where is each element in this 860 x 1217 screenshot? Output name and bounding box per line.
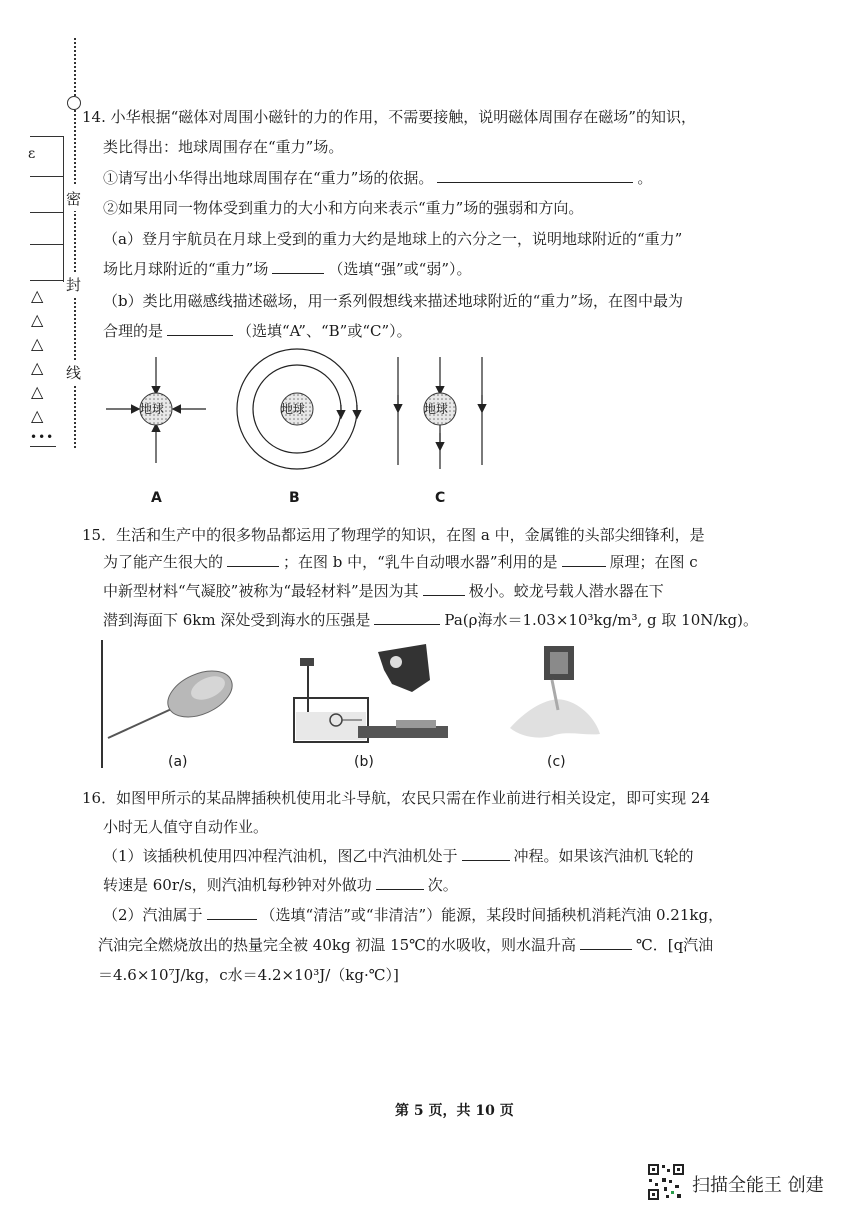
q16-line7: ＝4.6×10⁷J/kg，c水＝4.2×10³J/（kg·℃）] [98, 966, 399, 984]
q15-line3 [103, 580, 664, 602]
q15-prompt-4: 中新型材料“气凝胶”被称为“最轻材料”是因为其 [103, 582, 419, 600]
q15-prompt-5: 极小。蛟龙号载人潜水器在下 [468, 582, 664, 600]
margin-box-line [30, 212, 64, 213]
qr-code-icon [647, 1163, 685, 1201]
q14-line3 [103, 167, 652, 189]
figure-label-a: A [151, 490, 162, 506]
margin-stub: ɛ [28, 146, 36, 162]
answer-blank[interactable] [272, 259, 324, 274]
q14-line8 [103, 320, 412, 342]
answer-blank[interactable] [562, 552, 606, 567]
earth-label-b: 地球 [281, 402, 306, 416]
triangle-mark: △ [31, 310, 44, 329]
margin-box-line [30, 244, 64, 245]
q14-hint-b: （选填“A”、“B”或“C”）。 [237, 322, 412, 340]
awl-picture [102, 640, 239, 768]
earth-label-a: 地球 [140, 402, 165, 416]
earth-label-c: 地球 [424, 402, 449, 416]
q15-line4 [103, 609, 758, 631]
figure-label-c: C [435, 490, 446, 506]
q16-prompt-8: ℃．[q汽油 [635, 936, 714, 954]
q16-prompt-1: （1）该插秧机使用四冲程汽油机，图乙中汽油机处于 [103, 847, 458, 865]
pic-label-c: (c) [547, 754, 566, 770]
seal-char-mi: 密 [66, 186, 81, 211]
answer-blank[interactable] [462, 846, 510, 861]
margin-dots: ••• [30, 430, 55, 444]
q15-pictures [96, 640, 616, 770]
page-number: 第 5 页，共 10 页 [395, 1103, 514, 1119]
answer-blank[interactable] [374, 610, 440, 625]
q14-line5: （a）登月宇航员在月球上受到的重力大约是地球上的六分之一，说明地球附近的“重力” [103, 230, 683, 248]
triangle-mark: △ [31, 358, 44, 377]
triangle-mark: △ [31, 334, 44, 353]
q14-prompt-a: 场比月球附近的“重力”场 [103, 260, 269, 278]
pic-label-a: (a) [168, 754, 188, 770]
triangle-mark: △ [31, 286, 44, 305]
margin-box-line [30, 176, 64, 177]
period: 。 [637, 169, 653, 187]
q15-line1: 15．生活和生产中的很多物品都运用了物理学的知识，在图 a 中，金属锥的头部尖细锋利，是 [82, 526, 705, 544]
margin-box-line [30, 280, 64, 281]
q14-prompt-1: ①请写出小华得出地球周围存在“重力”场的依据。 [103, 169, 434, 187]
answer-blank[interactable] [580, 935, 632, 950]
answer-blank[interactable] [207, 905, 257, 920]
q14-hint-a: （选填“强”或“弱”）。 [328, 260, 472, 278]
q14-line2: 类比得出：地球周围存在“重力”场。 [103, 138, 344, 156]
answer-blank[interactable] [376, 875, 424, 890]
q16-prompt-5: （2）汽油属于 [103, 906, 203, 924]
q16-line3 [103, 845, 694, 867]
q16-prompt-3: 转速是 60r/s，则汽油机每秒钟对外做功 [103, 876, 372, 894]
q14-prompt-b: 合理的是 [103, 322, 164, 340]
figure-label-b: B [289, 490, 300, 506]
aerogel-picture [510, 646, 600, 738]
q16-prompt-7: 汽油完全燃烧放出的热量完全被 40kg 初温 15℃的水吸收，则水温升高 [98, 936, 576, 954]
seal-char-feng: 封 [66, 272, 81, 297]
q16-prompt-2: 冲程。如果该汽油机飞轮的 [513, 847, 694, 865]
q14-line1: 14. 小华根据“磁体对周围小磁针的力的作用，不需要接触，说明磁体周围存在磁场”的知识， [82, 108, 696, 126]
margin-box-side [63, 137, 64, 282]
q14-line7: （b）类比用磁感线描述磁场，用一系列假想线来描述地球附近的“重力”场，在图中最为 [103, 292, 683, 310]
binding-hole [67, 96, 81, 110]
q16-prompt-4: 次。 [427, 876, 458, 894]
q16-line6 [98, 934, 713, 956]
scanner-brand: 扫描全能王 创建 [692, 1175, 824, 1196]
q16-line1: 16．如图甲所示的某品牌插秧机使用北斗导航，农民只需在作业前进行相关设定，即可实现 24 [82, 789, 710, 807]
q16-line5 [103, 904, 723, 926]
q15-prompt-6: 潜到海面下 6km 深处受到海水的压强是 [103, 611, 371, 629]
answer-blank[interactable] [167, 321, 233, 336]
seal-char-xian: 线 [66, 360, 81, 385]
answer-blank[interactable] [227, 552, 279, 567]
q15-formula: Pa(ρ海水＝1.03×10³kg/m³, g 取 10N/kg)。 [444, 611, 758, 629]
q15-prompt-3: 原理；在图 c [609, 553, 698, 571]
triangle-mark: △ [31, 382, 44, 401]
q16-line4 [103, 874, 458, 896]
margin-rule [30, 446, 56, 447]
cow-waterer-picture [294, 644, 448, 742]
q16-line2: 小时无人值守自动作业。 [103, 818, 269, 836]
triangle-mark: △ [31, 406, 44, 425]
answer-blank[interactable] [423, 581, 465, 596]
q15-line2 [103, 551, 698, 573]
pic-label-b: (b) [354, 754, 374, 770]
q16-prompt-6: （选填“清洁”或“非清洁”）能源，某段时间插秧机消耗汽油 0.21kg， [260, 906, 724, 924]
answer-blank[interactable] [437, 168, 633, 183]
q14-line4: ②如果用同一物体受到重力的大小和方向来表示“重力”场的强弱和方向。 [103, 199, 584, 217]
margin-box-line [30, 136, 64, 137]
q15-prompt-1: 为了能产生很大的 [103, 553, 224, 571]
q15-prompt-2: ；在图 b 中，“乳牛自动喂水器”利用的是 [283, 553, 558, 571]
q14-line6 [103, 258, 472, 280]
